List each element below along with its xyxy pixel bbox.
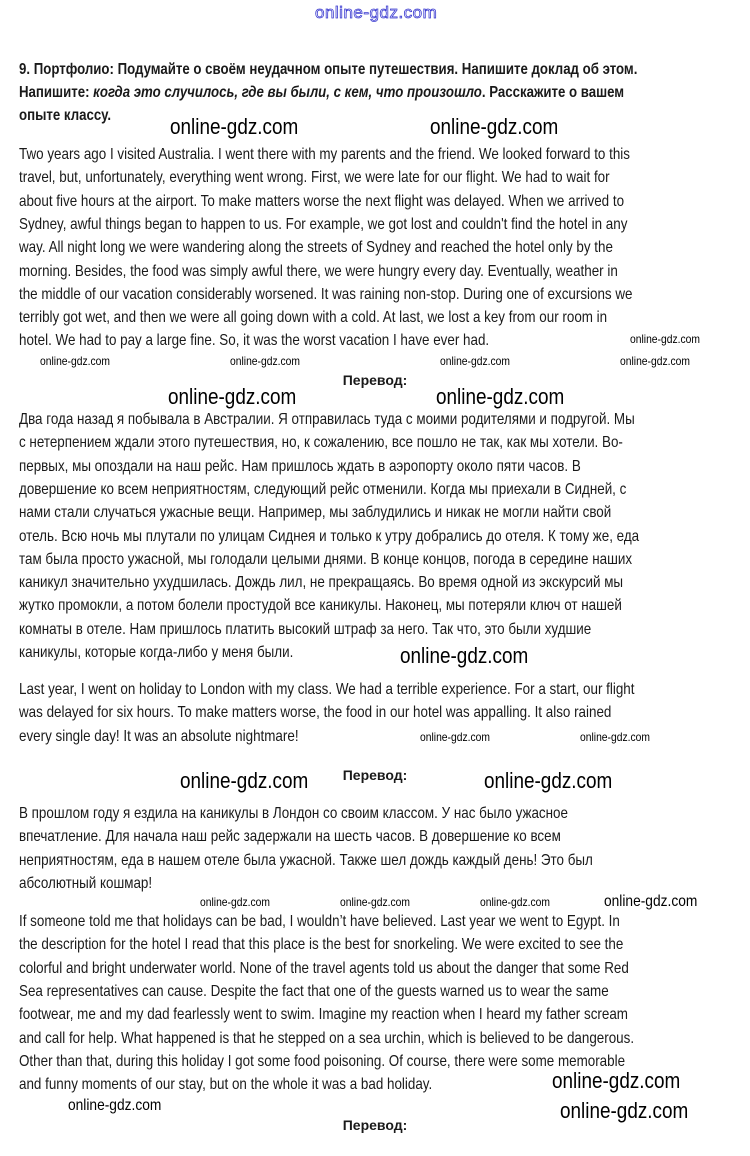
watermark: online-gdz.com	[168, 384, 297, 409]
text-line: каникулы, которые когда-либо у меня были.	[19, 644, 294, 661]
watermark: online-gdz.com	[560, 1098, 689, 1123]
text-line: way. All night long we were wandering along the streets of Sydney and reached the hotel only by the	[19, 239, 613, 257]
task-line-2-end: . Расскажите о вашем	[481, 84, 625, 101]
task-line-2	[19, 83, 624, 103]
text-line: абсолютный кошмар!	[19, 874, 153, 892]
text-line: hotel. We had to pay a large fine. So, it was the worst vacation I have ever had.	[19, 332, 490, 350]
text-line: about five hours at the airport. To make matters worse the next flight was delayed. When we arrived to	[19, 192, 625, 210]
text-line: комнаты в отеле. Нам пришлось платить высокий штраф за него. Так что, это были худшие	[19, 620, 592, 638]
watermark: online-gdz.com	[400, 643, 529, 668]
task-line-3: опыте классу.	[19, 107, 112, 124]
text-line: впечатление. Для начала наш рейс задержали на шесть часов. В довершение ко всем	[19, 828, 561, 846]
watermark: online-gdz.com	[170, 114, 299, 139]
text-line: Last year, I went on holiday to London with my class. We had a terrible experience. For a start, our flight	[19, 681, 635, 698]
translation-title: Перевод:	[342, 372, 408, 388]
watermark: online-gdz.com	[430, 114, 559, 139]
text-line: the description for the hotel I read that this place is the best for snorkeling. We were excited to see the	[19, 936, 624, 954]
watermark: online-gdz.com	[440, 354, 510, 368]
watermark: online-gdz.com	[180, 768, 309, 793]
task-label: Напишите:	[19, 84, 94, 101]
text-line: отель. Всю ночь мы плутали по улицам Сиднея и только к утру добрались до отеля. К тому же, еда	[19, 527, 640, 545]
text-line: с нетерпением ждали этого путешествия, но, к сожалению, все пошло не так, как мы хотели. Во-	[19, 434, 623, 452]
watermark: online-gdz.com	[552, 1068, 681, 1093]
text-line: If someone told me that holidays can be bad, I wouldn’t have believed. Last year we went to Egypt. In	[19, 913, 620, 930]
watermark: online-gdz.com	[340, 895, 410, 909]
watermark: online-gdz.com	[480, 895, 550, 909]
text-line: travel, but, unfortunately, everything went wrong. First, we were late for our flight. We had to wait for	[19, 169, 610, 187]
watermark: online-gdz.com	[604, 893, 698, 910]
translation-title: Перевод:	[342, 1117, 408, 1133]
text-line: каникул значительно ухудшилась. Дождь лил, не прекращаясь. Во время одной из экскурсий мы	[19, 574, 624, 592]
watermark: online-gdz.com	[420, 730, 490, 744]
watermark: online-gdz.com	[68, 1097, 162, 1114]
task-line-1: 9. Портфолио: Подумайте о своём неудачном опыте путешествия. Напишите доклад об этом.	[19, 61, 638, 78]
watermark: online-gdz.com	[484, 768, 613, 793]
watermark: online-gdz.com	[200, 895, 270, 909]
text-line: Два года назад я побывала в Австралии. Я отправилась туда с моими родителями и подругой. Мы	[19, 411, 635, 428]
text-line: В прошлом году я ездила на каникулы в Лондон со своим классом. У нас было ужасное	[19, 805, 568, 822]
text-line: the middle of our vacation considerably worsened. It was raining non-stop. During one of excursions we	[19, 285, 633, 303]
site-logo[interactable]: online-gdz.com	[315, 3, 438, 22]
text-line: footwear, me and my dad fearlessly went to swim. Imagine my reaction when I heard my father scream	[19, 1006, 628, 1024]
watermark: online-gdz.com	[630, 332, 700, 346]
watermark: online-gdz.com	[230, 354, 300, 368]
text-line: Sea representatives can cause. Despite the fact that one of the guests warned us to wear the same	[19, 982, 609, 1000]
text-line: was delayed for six hours. To make matters worse, the food in our hotel was appalling. It also rained	[19, 704, 612, 722]
text-line: terribly got wet, and then we were all going down with a cold. At last, we lost a key from our room in	[19, 309, 608, 327]
watermark: online-gdz.com	[40, 354, 110, 368]
watermark: online-gdz.com	[580, 730, 650, 744]
watermark: online-gdz.com	[436, 384, 565, 409]
watermark: online-gdz.com	[620, 354, 690, 368]
text-line: нами стали случаться ужасные вещи. Например, мы заблудились и никак не могли найти свой	[19, 504, 612, 522]
text-line: там была просто ужасной, мы голодали целыми днями. В конце концов, погода в середине наших	[19, 550, 633, 568]
text-line: colorful and bright underwater world. None of the travel agents told us about the danger that some Red	[19, 959, 629, 977]
text-line: morning. Besides, the food was simply awful there, we were hungry every day. Eventually, weather in	[19, 262, 618, 280]
text-line: and funny moments of our stay, but on the whole it was a bad holiday.	[19, 1076, 433, 1094]
text-line: жутко промокли, а потом болели простудой все каникулы. Наконец, мы потеряли ключ от нашей	[19, 597, 622, 615]
text-line: and call for help. What happened is that he stepped on a sea urchin, which is believed to be dangerous.	[19, 1029, 635, 1047]
text-line: Two years ago I visited Australia. I went there with my parents and the friend. We looked forward to this	[19, 146, 630, 163]
text-line: Sydney, awful things began to happen to us. For example, we got lost and couldn't find the hotel in any	[19, 215, 628, 233]
text-line: every single day! It was an absolute nightmare!	[19, 727, 299, 745]
text-line: Other than that, during this holiday I got some food poisoning. Of course, there were some memorable	[19, 1052, 626, 1070]
text-line: первых, мы опоздали на наш рейс. Нам пришлось ждать в аэропорту около пяти часов. В	[19, 457, 581, 475]
text-line: неприятностям, еда в нашем отеле была ужасной. Также шел дождь каждый день! Это был	[19, 851, 593, 869]
translation-title: Перевод:	[342, 767, 408, 783]
task-questions: когда это случилось, где вы были, с кем, что произошло	[93, 84, 482, 101]
text-line: довершение ко всем неприятностям, следующий рейс отменили. Когда мы приехали в Сидней, с	[19, 480, 627, 498]
